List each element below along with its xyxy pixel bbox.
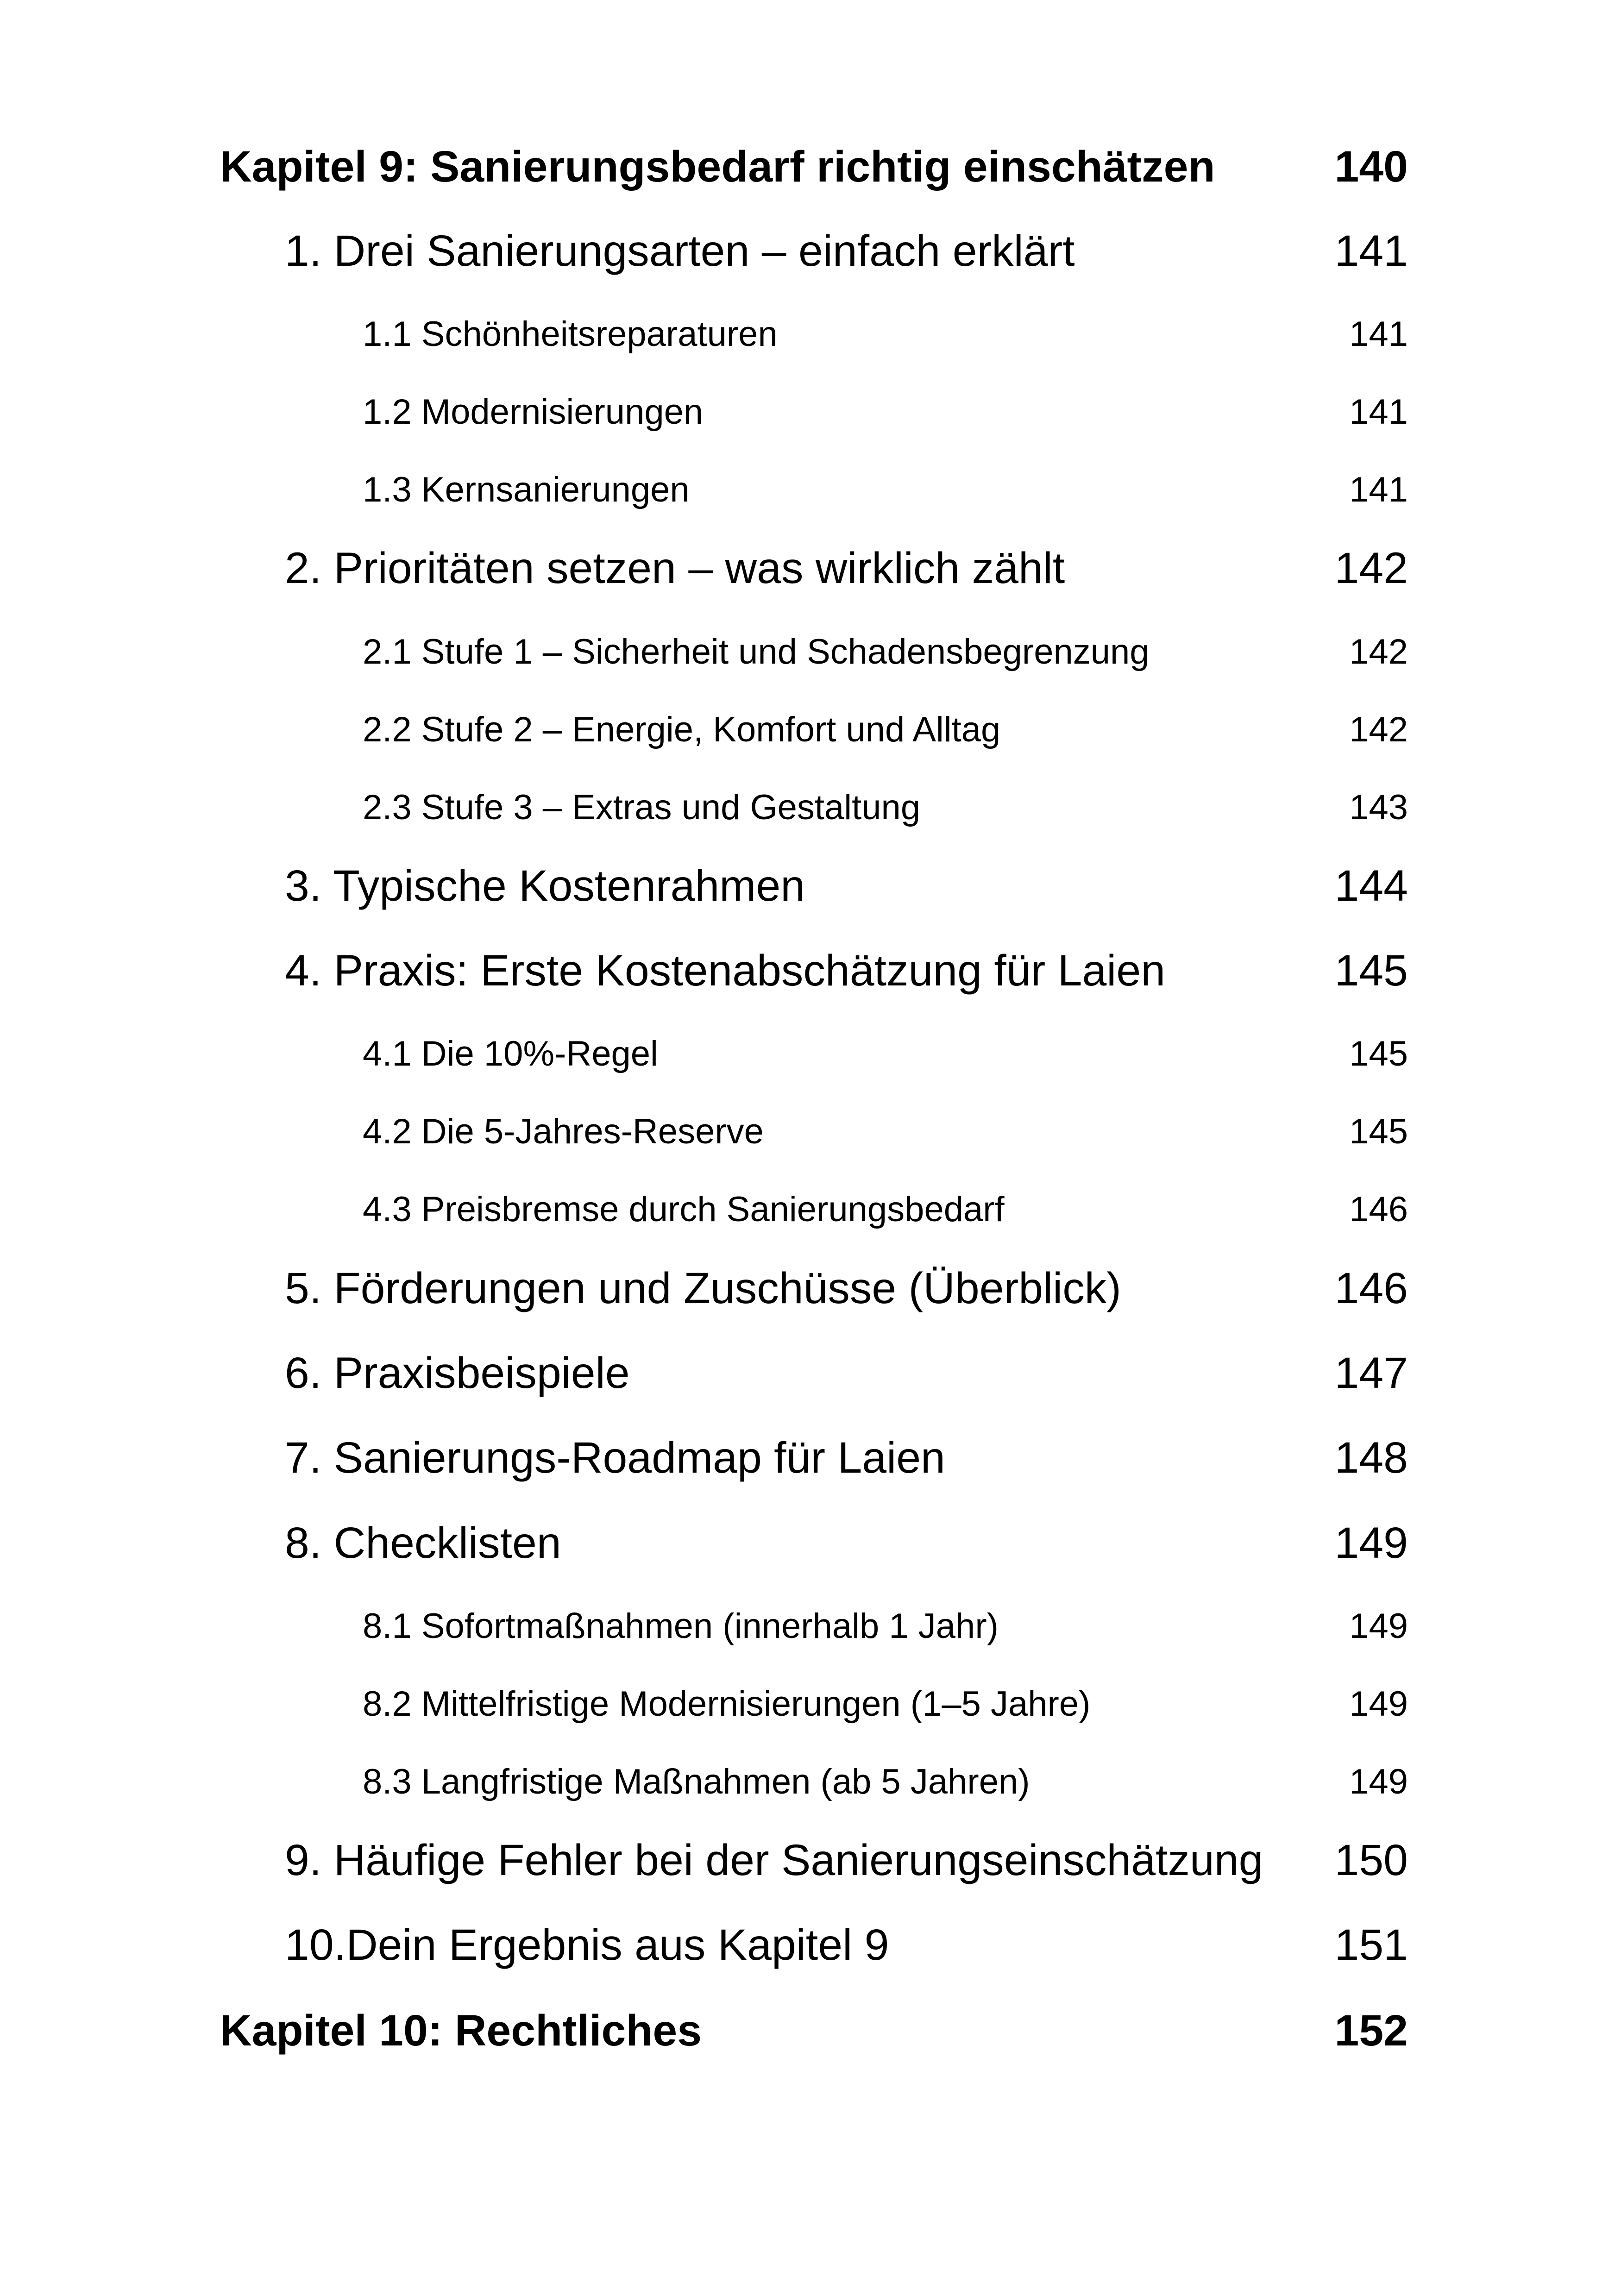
toc-entry-title: 6. Praxisbeispiele — [285, 1349, 630, 1398]
toc-entry-title: 1.3 Kernsanierungen — [363, 470, 690, 509]
toc-page-number: 141 — [1349, 314, 1408, 354]
toc-entry-title: 9. Häufige Fehler bei der Sanierungseinschätzung — [285, 1836, 1263, 1885]
toc-page-number: 142 — [1334, 544, 1408, 593]
toc-entry-title: 4.3 Preisbremse durch Sanierungsbedarf — [363, 1190, 1005, 1229]
toc-page-number: 149 — [1349, 1606, 1408, 1646]
toc-entry-title: 4. Praxis: Erste Kostenabschätzung für Laien — [285, 946, 1166, 995]
toc-entry-title: 1.2 Modernisierungen — [363, 392, 704, 432]
toc-entry-title: 8.2 Mittelfristige Modernisierungen (1–5 Jahre) — [363, 1684, 1091, 1724]
toc-entry-title: 4.1 Die 10%-Regel — [363, 1034, 658, 1073]
toc-page-number: 147 — [1334, 1349, 1408, 1398]
toc-page-number: 141 — [1349, 392, 1408, 432]
toc-page-number: 145 — [1349, 1034, 1408, 1073]
toc-entry-title: 4.2 Die 5-Jahres-Reserve — [363, 1112, 764, 1151]
toc-page-number: 142 — [1349, 632, 1408, 671]
toc-page-number: 149 — [1349, 1684, 1408, 1724]
toc-page-number: 140 — [1334, 142, 1408, 191]
toc-page-number: 149 — [1349, 1762, 1408, 1801]
toc-entry-title: 1.1 Schönheitsreparaturen — [363, 314, 778, 354]
toc-entry-title: 2.1 Stufe 1 – Sicherheit und Schadensbegrenzung — [363, 632, 1150, 671]
toc-entry-title: 10.Dein Ergebnis aus Kapitel 9 — [285, 1920, 889, 1970]
toc-entry-title: 2.2 Stufe 2 – Energie, Komfort und Alltag — [363, 710, 1001, 749]
toc-page-number: 145 — [1334, 946, 1408, 995]
toc-entry-title: 5. Förderungen und Zuschüsse (Überblick) — [285, 1264, 1121, 1313]
toc-entry-title: 8.1 Sofortmaßnahmen (innerhalb 1 Jahr) — [363, 1606, 999, 1646]
toc-page-number: 151 — [1334, 1920, 1408, 1970]
toc-page-number: 144 — [1334, 861, 1408, 910]
toc-page-number: 141 — [1349, 470, 1408, 509]
toc-page-number: 146 — [1349, 1190, 1408, 1229]
toc-entry-title: 3. Typische Kostenrahmen — [285, 861, 805, 910]
toc-page-number: 145 — [1349, 1112, 1408, 1151]
toc-entry-title: Kapitel 9: Sanierungsbedarf richtig einschätzen — [220, 142, 1215, 191]
toc-page-number: 148 — [1334, 1433, 1408, 1482]
toc-page-number: 141 — [1334, 226, 1408, 276]
toc-page-number: 149 — [1334, 1518, 1408, 1568]
toc-entry-title: Kapitel 10: Rechtliches — [220, 2006, 702, 2055]
toc-page-number: 143 — [1349, 788, 1408, 827]
toc-entry-title: 2. Prioritäten setzen – was wirklich zählt — [285, 544, 1065, 593]
toc-entry-title: 8.3 Langfristige Maßnahmen (ab 5 Jahren) — [363, 1762, 1030, 1801]
toc-page-number: 150 — [1334, 1836, 1408, 1885]
toc-entry-title: 8. Checklisten — [285, 1518, 561, 1568]
toc-page-number: 152 — [1334, 2006, 1408, 2055]
toc-page-number: 142 — [1349, 710, 1408, 749]
toc-page-number: 146 — [1334, 1264, 1408, 1313]
toc-entry-title: 1. Drei Sanierungsarten – einfach erklärt — [285, 226, 1075, 276]
toc-entry-title: 7. Sanierungs-Roadmap für Laien — [285, 1433, 945, 1482]
toc-entry-title: 2.3 Stufe 3 – Extras und Gestaltung — [363, 788, 921, 827]
